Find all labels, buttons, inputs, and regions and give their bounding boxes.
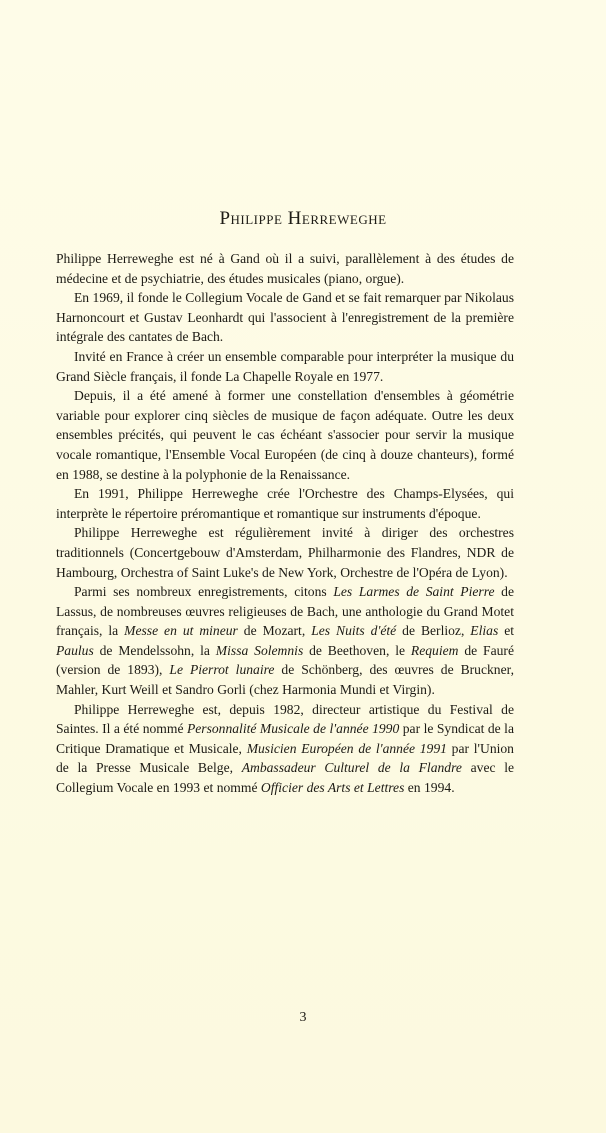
italic-title: Les Larmes de Saint Pierre (333, 584, 495, 600)
text-run: En 1991, Philippe Herreweghe crée l'Orchestre des Champs-Elysées, qui interprète le répertoire préromantique et romantique sur instruments d'époque. (56, 486, 514, 521)
text-run: et (498, 623, 515, 639)
page-title: Philippe Herreweghe (219, 208, 387, 229)
italic-title: Missa Solemnis (215, 642, 304, 658)
text-run: Philippe Herreweghe est, depuis 1982, directeur artistique du Festival de Saintes. Il a été nommé (56, 701, 514, 737)
text-run: par l'Union de la Presse Musicale Belge, (56, 740, 514, 776)
text-run: de Fauré (version de 1893), (56, 642, 514, 678)
italic-title: Paulus (56, 642, 94, 658)
text-run: de Beethoven, le (303, 642, 411, 658)
text-run: Philippe Herreweghe est né à Gand où il a suivi, parallèlement à des études de médecine et de psychiatrie, des études musicales (piano, orgue). (56, 251, 514, 286)
paragraph (56, 288, 514, 347)
italic-title: Ambassadeur Culturel de la Flandre (241, 760, 462, 776)
paragraph (56, 582, 514, 700)
text-run: En 1969, il fonde le Collegium Vocale de Gand et se fait remarquer par Nikolaus Harnoncourt et Gustav Leonhardt qui l'associent à l'enregistrement de la première intégrale des cantates de Bach. (56, 290, 514, 345)
italic-title: Requiem (410, 642, 459, 658)
italic-title: Personnalité Musicale de l'année 1990 (186, 721, 400, 737)
italic-title: Officier des Arts et Lettres (260, 780, 405, 796)
paragraph (56, 347, 514, 386)
italic-title: Elias (470, 623, 499, 639)
text-run: de Mozart, (237, 623, 312, 639)
text-run: Parmi ses nombreux enregistrements, citons (74, 584, 334, 600)
paragraph (56, 700, 514, 798)
text-run: Philippe Herreweghe est régulièrement invité à diriger des orchestres traditionnels (Concertgebouw d'Amsterdam, Philharmonie des Flandres, NDR de Hambourg, Orchestra of Saint Luke's de New York, Orchestre de l'Opéra de Lyon). (56, 525, 514, 580)
page-number: 3 (299, 1010, 307, 1025)
italic-title: Musicien Européen de l'année 1991 (246, 740, 447, 756)
text-run: de Mendelssohn, la (93, 642, 216, 658)
text-run: en 1994. (404, 780, 455, 796)
text-run: par le Syndicat de la Critique Dramatique et Musicale, (56, 721, 514, 756)
paragraph (56, 249, 514, 288)
paragraph (56, 386, 514, 484)
body-text (56, 249, 514, 798)
text-run: Depuis, il a été amené à former une constellation d'ensembles à géométrie variable pour explorer cinq siècles de musique de façon adéquate. Outre les deux ensembles précités, qui peuvent le cas échéant s'associer pour servir la musique vocale romantique, l'Ensemble Vocal Européen (de cinq à douze chanteurs), formé en 1988, se destine à la polyphonie de la Renaissance. (56, 388, 514, 482)
text-run: de Schönberg, des œuvres de Bruckner, Mahler, Kurt Weill et Sandro Gorli (chez Harmonia Mundi et Virgin). (56, 662, 515, 698)
text-run: de Berlioz, (396, 623, 471, 639)
paragraph (56, 484, 514, 523)
italic-title: Le Pierrot lunaire (169, 662, 275, 678)
text-run: Invité en France à créer un ensemble comparable pour interpréter la musique du Grand Siècle français, il fonde La Chapelle Royale en 1977. (56, 348, 514, 384)
paragraph (56, 523, 514, 582)
italic-title: Messe en ut mineur (124, 623, 238, 639)
text-run: avec le Collegium Vocale en 1993 et nommé (56, 760, 514, 796)
italic-title: Les Nuits d'été (311, 623, 397, 639)
text-run: de Lassus, de nombreuses œuvres religieuses de Bach, une anthologie du Grand Motet français, la (56, 584, 514, 639)
